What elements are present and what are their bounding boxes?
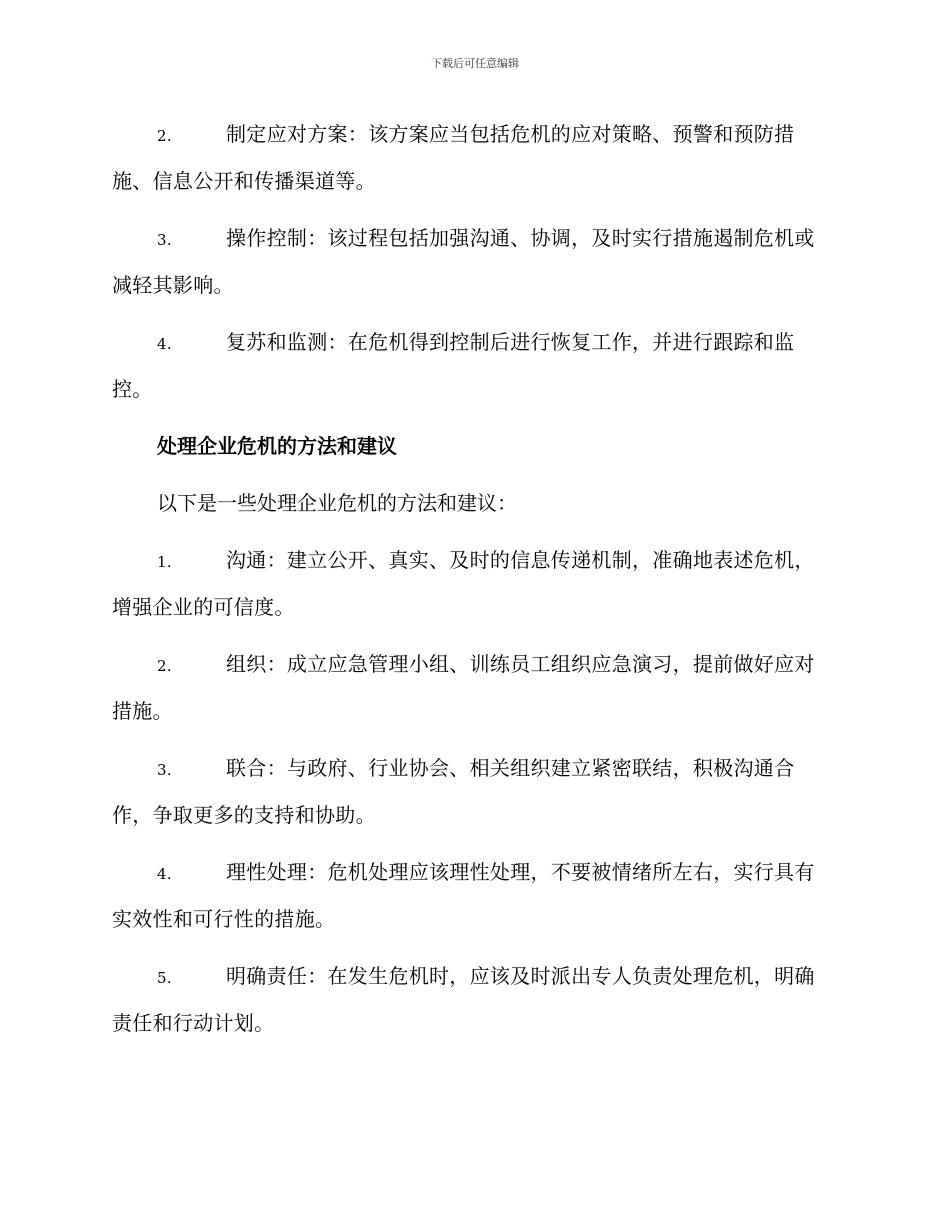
list-item-text: 制定应对方案：该方案应当包括危机的应对策略、预警和预防措施、信息公开和传播渠道等。 [112, 122, 795, 193]
list-item [112, 642, 834, 734]
list-item-text: 组织：成立应急管理小组、训练员工组织应急演习，提前做好应对措施。 [112, 652, 815, 723]
list-item-number: 3. [157, 231, 172, 249]
page-header: 下载后可任意编辑 [431, 57, 519, 70]
list-item-number: 3. [157, 761, 172, 779]
list-item-text: 明确责任：在发生危机时，应该及时派出专人负责处理危机，明确责任和行动计划。 [112, 964, 815, 1035]
list-item [112, 216, 834, 308]
list-item-text: 理性处理：危机处理应该理性处理，不要被情绪所左右，实行具有实效性和可行性的措施。 [112, 860, 815, 931]
list-item-text: 联合：与政府、行业协会、相关组织建立紧密联结，积极沟通合作，争取更多的支持和协助。 [112, 756, 795, 827]
section-intro: 以下是一些处理企业危机的方法和建议： [157, 491, 517, 515]
list-item-number: 1. [157, 553, 172, 571]
list-item-number: 4. [157, 865, 172, 883]
list-item [112, 746, 834, 838]
list-item-text: 复苏和监测：在危机得到控制后进行恢复工作，并进行跟踪和监控。 [112, 330, 795, 401]
list-item-number: 5. [157, 969, 172, 987]
list-item-number: 2. [157, 127, 172, 145]
list-item [112, 112, 834, 204]
list-item-text: 操作控制：该过程包括加强沟通、协调，及时实行措施遏制危机或减轻其影响。 [112, 226, 815, 297]
list-item-number: 2. [157, 657, 172, 675]
list-item-number: 4. [157, 335, 172, 353]
list-item-text: 沟通：建立公开、真实、及时的信息传递机制，准确地表述危机，增强企业的可信度。 [112, 548, 815, 619]
list-item [112, 954, 834, 1046]
list-item [112, 538, 834, 630]
list-item [112, 850, 834, 942]
section-heading: 处理企业危机的方法和建议 [157, 434, 397, 458]
document-body [112, 112, 834, 1058]
list-item [112, 320, 834, 412]
